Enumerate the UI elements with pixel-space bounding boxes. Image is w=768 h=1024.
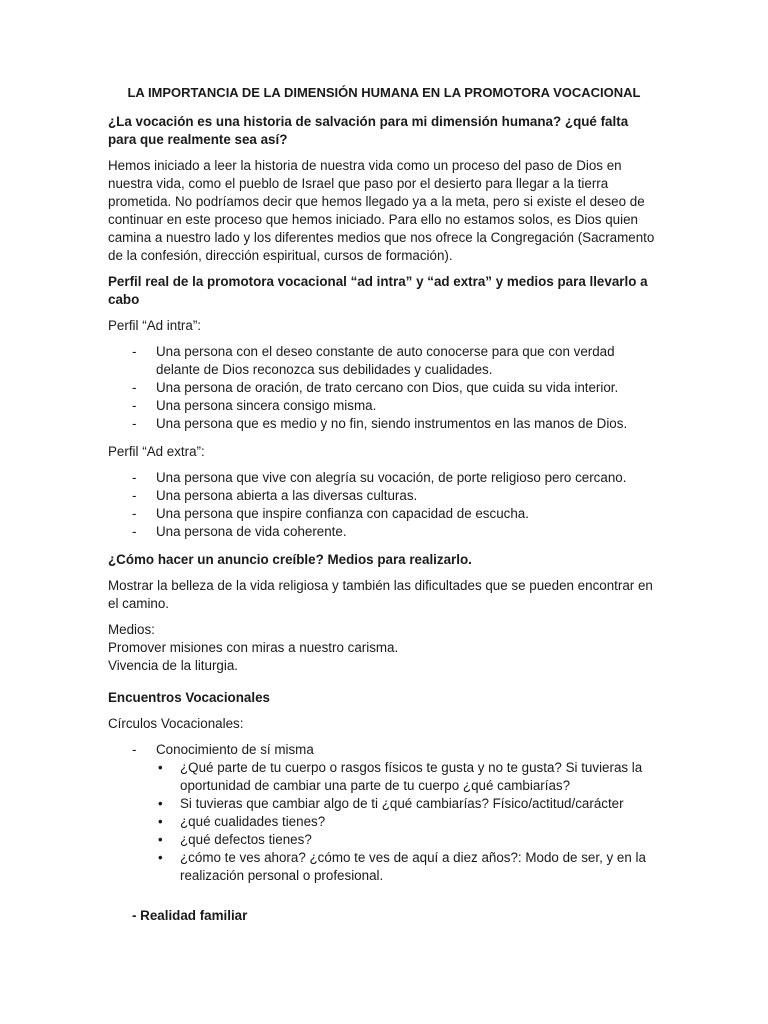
list-item-text: Una persona que vive con alegría su vocación, de porte religioso pero cercano. xyxy=(156,470,627,485)
ad-extra-list xyxy=(108,469,660,541)
list-item xyxy=(108,523,660,541)
dash-marker: - xyxy=(132,344,137,359)
list-item-text: Si tuvieras que cambiar algo de ti ¿qué cambiarías? Físico/actitud/carácter xyxy=(180,796,624,811)
beauty-paragraph: Mostrar la belleza de la vida religiosa y también las dificultades que se pueden encontrar en el camino. xyxy=(108,578,653,611)
list-item xyxy=(156,813,660,831)
medios-label: Medios: xyxy=(108,622,155,637)
list-item-text: ¿qué cualidades tienes? xyxy=(180,814,326,829)
circulos-label: Círculos Vocacionales: xyxy=(108,716,244,731)
list-item xyxy=(108,397,660,415)
intro-paragraph: Hemos iniciado a leer la historia de nuestra vida como un proceso del paso de Dios en nuestra vida, como el pueblo de Israel que paso por el desierto para llegar a la tierra prometida. No podríamos decir que hemos llegado ya a la meta, pero si existe el deseo de continuar en este proceso que hemos iniciado. Para ello no estamos solos, es Dios quien camina a nuestro lado y los diferentes medios que nos ofrece la Congregación (Sacramento de la confesión, dirección espiritual, cursos de formación). xyxy=(108,158,655,263)
dash-marker: - xyxy=(132,470,137,485)
document-title: LA IMPORTANCIA DE LA DIMENSIÓN HUMANA EN LA PROMOTORA VOCACIONAL xyxy=(127,85,641,100)
list-item xyxy=(156,795,660,813)
list-item-text: ¿cómo te ves ahora? ¿cómo te ves de aquí a diez años?: Modo de ser, y en la realización personal o profesional. xyxy=(180,850,646,883)
list-item-text: Una persona de vida coherente. xyxy=(156,524,347,539)
medios-line: Vivencia de la liturgia. xyxy=(108,658,239,673)
ad-intra-list xyxy=(108,343,660,433)
profile-heading: Perfil real de la promotora vocacional “ad intra” y “ad extra” y medios para llevarlo a cabo xyxy=(108,274,648,307)
list-item-text: Una persona que inspire confianza con capacidad de escucha. xyxy=(156,506,529,521)
bullet-marker: • xyxy=(158,832,163,847)
dash-marker: - xyxy=(132,524,137,539)
dash-marker: - xyxy=(132,742,137,757)
dash-marker: - xyxy=(132,506,137,521)
list-item xyxy=(108,505,660,523)
encuentros-heading: Encuentros Vocacionales xyxy=(108,690,270,705)
circulos-list xyxy=(108,741,660,885)
conocimiento-questions xyxy=(156,759,660,885)
medios-line: Promover misiones con miras a nuestro carisma. xyxy=(108,640,399,655)
question-salvation: ¿La vocación es una historia de salvación para mi dimensión humana? ¿qué falta para que realmente sea así? xyxy=(108,114,629,147)
list-item xyxy=(108,379,660,397)
list-item xyxy=(156,849,660,885)
question-credible-announcement: ¿Cómo hacer un anuncio creíble? Medios para realizarlo. xyxy=(108,552,472,567)
list-item xyxy=(156,831,660,849)
list-item-text: ¿Qué parte de tu cuerpo o rasgos físicos te gusta y no te gusta? Si tuvieras la oportunidad de cambiar una parte de tu cuerpo ¿qué cambiarías? xyxy=(180,760,643,793)
list-item-text: ¿qué defectos tienes? xyxy=(180,832,312,847)
list-item xyxy=(108,343,660,379)
list-item-text: Una persona sincera consigo misma. xyxy=(156,398,377,413)
dash-marker: - xyxy=(132,380,137,395)
list-item-text: Una persona que es medio y no fin, siendo instrumentos en las manos de Dios. xyxy=(156,416,628,431)
realidad-familiar-item: - Realidad familiar xyxy=(132,908,248,923)
list-item xyxy=(108,487,660,505)
bullet-marker: • xyxy=(158,850,163,865)
list-item-text: Una persona con el deseo constante de auto conocerse para que con verdad delante de Dios reconozca sus debilidades y cualidades. xyxy=(156,344,615,377)
list-item xyxy=(156,759,660,795)
list-item-text: Conocimiento de sí misma xyxy=(156,742,314,757)
ad-intra-label: Perfil “Ad intra”: xyxy=(108,318,202,333)
bullet-marker: • xyxy=(158,796,163,811)
dash-marker: - xyxy=(132,416,137,431)
list-item xyxy=(108,469,660,487)
list-item xyxy=(108,741,660,885)
list-item xyxy=(108,415,660,433)
ad-extra-label: Perfil “Ad extra”: xyxy=(108,444,205,459)
bullet-marker: • xyxy=(158,760,163,775)
dash-marker: - xyxy=(132,488,137,503)
document-page xyxy=(108,84,660,925)
bullet-marker: • xyxy=(158,814,163,829)
list-item-text: Una persona abierta a las diversas culturas. xyxy=(156,488,418,503)
dash-marker: - xyxy=(132,398,137,413)
list-item-text: Una persona de oración, de trato cercano con Dios, que cuida su vida interior. xyxy=(156,380,619,395)
